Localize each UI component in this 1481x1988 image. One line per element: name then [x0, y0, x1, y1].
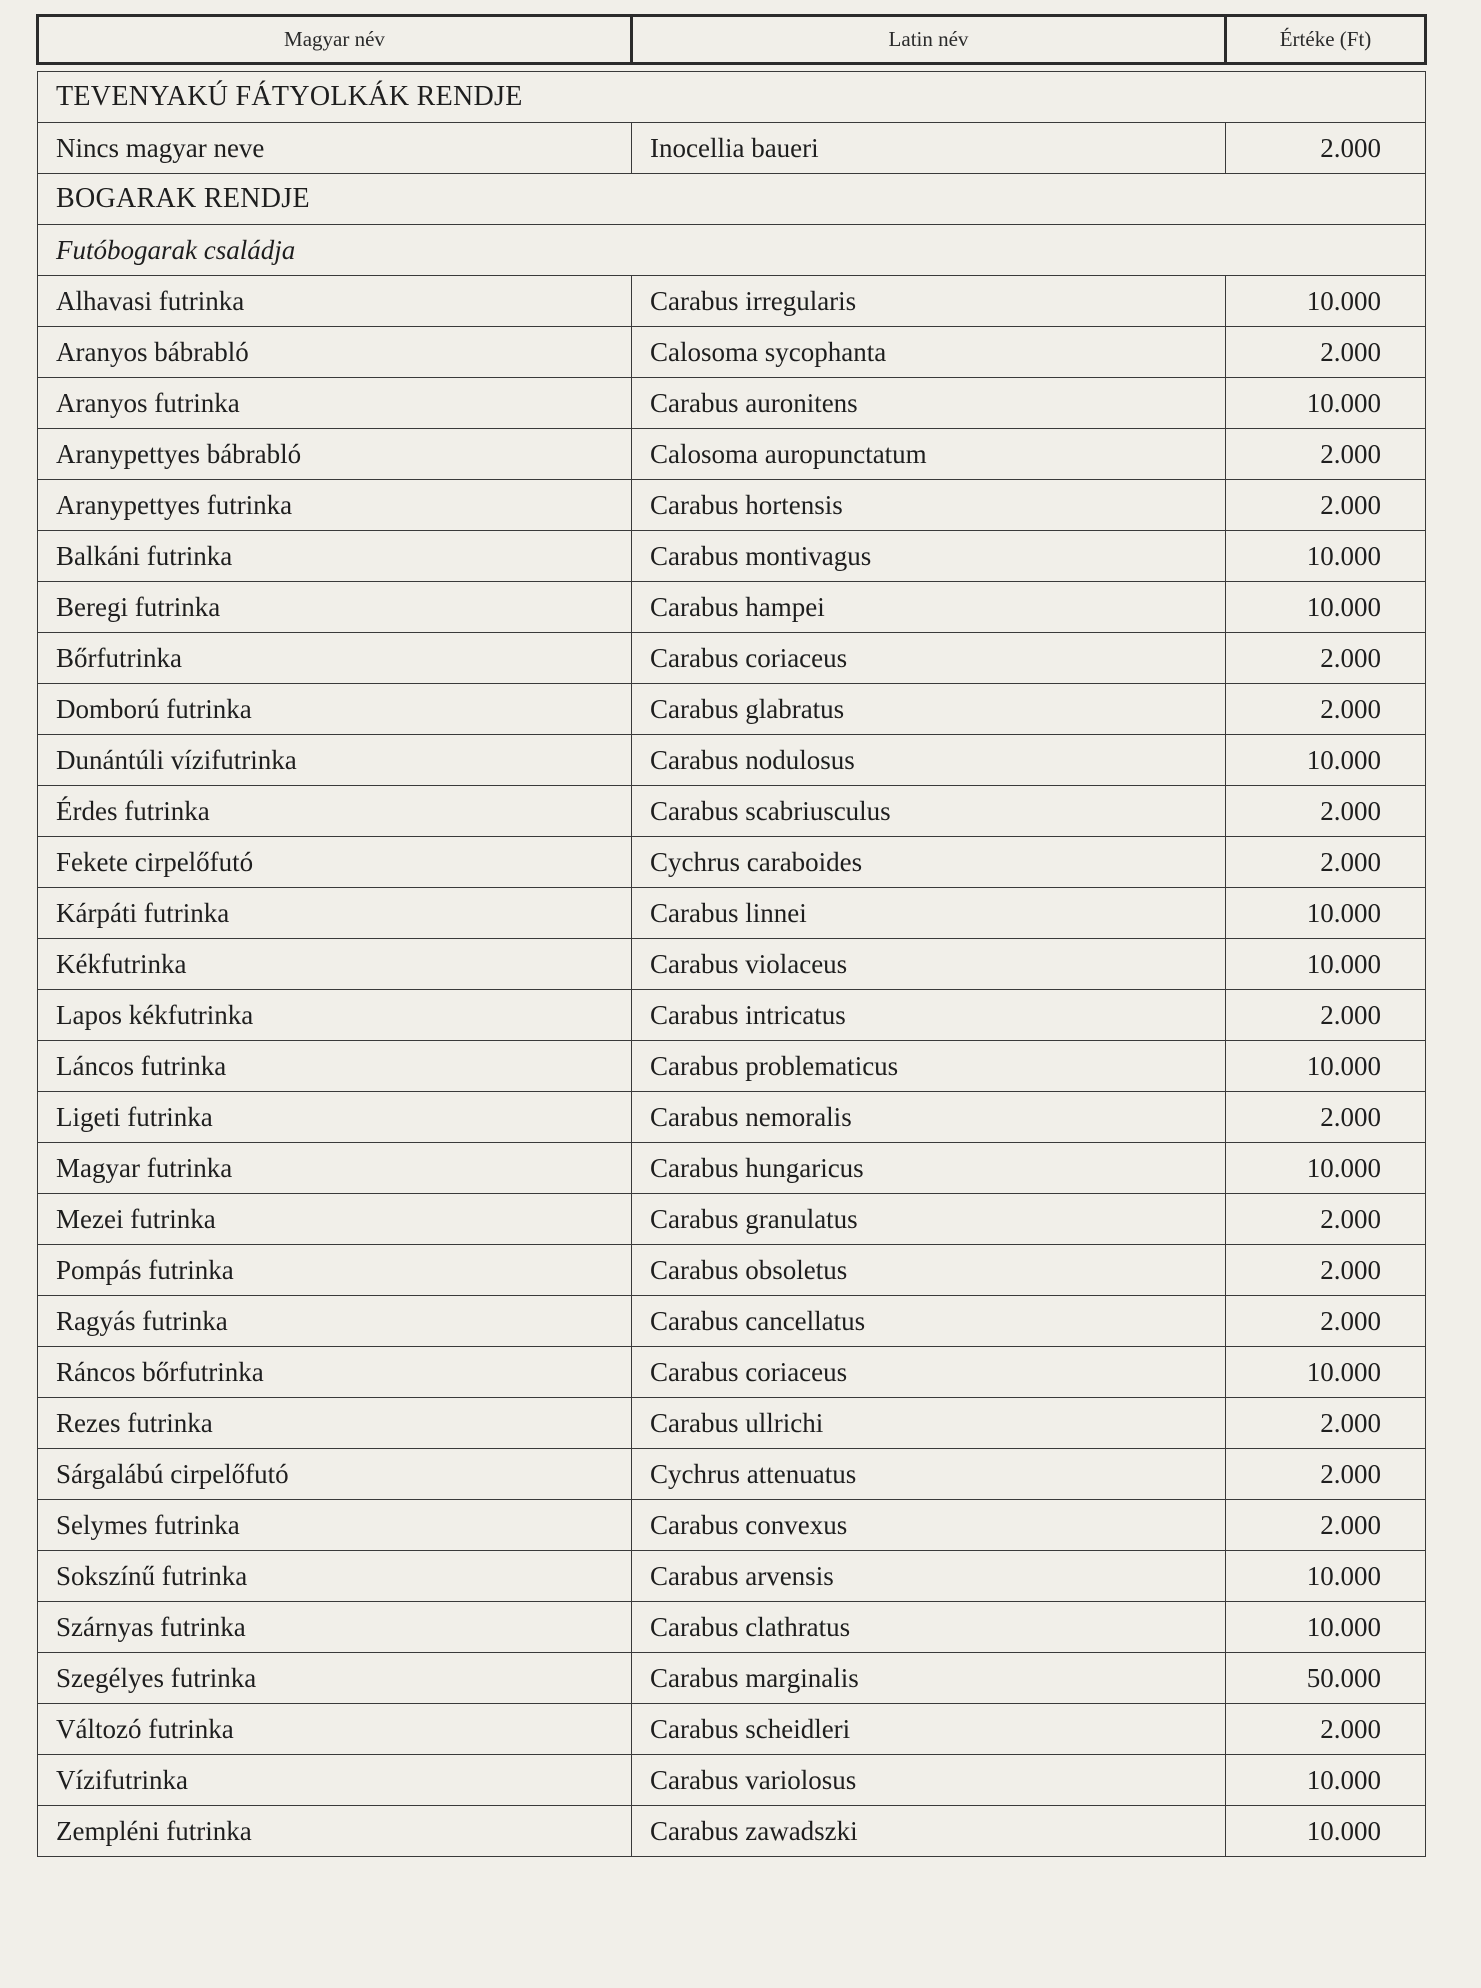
hungarian-name-cell: Lapos kékfutrinka — [38, 990, 632, 1041]
table-row — [38, 1296, 1426, 1347]
table-row — [38, 1092, 1426, 1143]
latin-name-cell: Carabus marginalis — [632, 1653, 1226, 1704]
section-title: TEVENYAKÚ FÁTYOLKÁK RENDJE — [38, 72, 1426, 123]
hungarian-name-cell: Sokszínű futrinka — [38, 1551, 632, 1602]
latin-name-cell: Carabus zawadszki — [632, 1806, 1226, 1857]
table-header — [38, 16, 1426, 64]
latin-name-cell: Carabus nodulosus — [632, 735, 1226, 786]
value-cell: 2.000 — [1226, 327, 1426, 378]
hungarian-name-cell: Kékfutrinka — [38, 939, 632, 990]
table-row — [38, 1347, 1426, 1398]
table-row — [38, 582, 1426, 633]
species-value-table — [36, 14, 1427, 1857]
latin-name-cell: Calosoma sycophanta — [632, 327, 1226, 378]
table-row — [38, 837, 1426, 888]
hungarian-name-cell: Nincs magyar neve — [38, 123, 632, 174]
hungarian-name-cell: Aranypettyes futrinka — [38, 480, 632, 531]
hungarian-name-cell: Ráncos bőrfutrinka — [38, 1347, 632, 1398]
table-row — [38, 939, 1426, 990]
latin-name-cell: Carabus montivagus — [632, 531, 1226, 582]
value-cell: 2.000 — [1226, 837, 1426, 888]
value-cell: 10.000 — [1226, 1806, 1426, 1857]
value-cell: 2.000 — [1226, 1245, 1426, 1296]
family-row — [38, 225, 1426, 276]
hungarian-name-cell: Domború futrinka — [38, 684, 632, 735]
latin-name-cell: Carabus intricatus — [632, 990, 1226, 1041]
table-body — [38, 64, 1426, 1857]
table-row — [38, 633, 1426, 684]
latin-name-cell: Carabus convexus — [632, 1500, 1226, 1551]
latin-name-cell: Carabus variolosus — [632, 1755, 1226, 1806]
table-row — [38, 786, 1426, 837]
hungarian-name-cell: Kárpáti futrinka — [38, 888, 632, 939]
value-cell: 10.000 — [1226, 1602, 1426, 1653]
hungarian-name-cell: Aranyos bábrabló — [38, 327, 632, 378]
latin-name-cell: Cychrus caraboides — [632, 837, 1226, 888]
value-cell: 50.000 — [1226, 1653, 1426, 1704]
table-row — [38, 1449, 1426, 1500]
table-row — [38, 1806, 1426, 1857]
table-row — [38, 378, 1426, 429]
table-row — [38, 531, 1426, 582]
value-cell: 2.000 — [1226, 1449, 1426, 1500]
hungarian-name-cell: Dunántúli vízifutrinka — [38, 735, 632, 786]
hungarian-name-cell: Balkáni futrinka — [38, 531, 632, 582]
hungarian-name-cell: Ragyás futrinka — [38, 1296, 632, 1347]
latin-name-cell: Carabus coriaceus — [632, 1347, 1226, 1398]
section-row — [38, 72, 1426, 123]
header-value: Értéke (Ft) — [1226, 16, 1426, 64]
table-row — [38, 429, 1426, 480]
value-cell: 10.000 — [1226, 1143, 1426, 1194]
table-row — [38, 888, 1426, 939]
value-cell: 10.000 — [1226, 1755, 1426, 1806]
hungarian-name-cell: Pompás futrinka — [38, 1245, 632, 1296]
hungarian-name-cell: Érdes futrinka — [38, 786, 632, 837]
table-row — [38, 1245, 1426, 1296]
latin-name-cell: Carabus cancellatus — [632, 1296, 1226, 1347]
value-cell: 2.000 — [1226, 480, 1426, 531]
table-row — [38, 1041, 1426, 1092]
table-row — [38, 1704, 1426, 1755]
header-latin-name: Latin név — [632, 16, 1226, 64]
latin-name-cell: Inocellia baueri — [632, 123, 1226, 174]
section-title: BOGARAK RENDJE — [38, 174, 1426, 225]
table-row — [38, 1194, 1426, 1245]
hungarian-name-cell: Mezei futrinka — [38, 1194, 632, 1245]
table-row — [38, 990, 1426, 1041]
hungarian-name-cell: Bőrfutrinka — [38, 633, 632, 684]
hungarian-name-cell: Zempléni futrinka — [38, 1806, 632, 1857]
latin-name-cell: Carabus hortensis — [632, 480, 1226, 531]
hungarian-name-cell: Beregi futrinka — [38, 582, 632, 633]
value-cell: 10.000 — [1226, 1551, 1426, 1602]
value-cell: 2.000 — [1226, 633, 1426, 684]
table-row — [38, 684, 1426, 735]
hungarian-name-cell: Magyar futrinka — [38, 1143, 632, 1194]
latin-name-cell: Carabus problematicus — [632, 1041, 1226, 1092]
table-row — [38, 123, 1426, 174]
latin-name-cell: Carabus arvensis — [632, 1551, 1226, 1602]
hungarian-name-cell: Sárgalábú cirpelőfutó — [38, 1449, 632, 1500]
value-cell: 2.000 — [1226, 786, 1426, 837]
hungarian-name-cell: Alhavasi futrinka — [38, 276, 632, 327]
latin-name-cell: Carabus obsoletus — [632, 1245, 1226, 1296]
hungarian-name-cell: Fekete cirpelőfutó — [38, 837, 632, 888]
table-row — [38, 1602, 1426, 1653]
hungarian-name-cell: Aranyos futrinka — [38, 378, 632, 429]
species-value-table-page — [36, 14, 1424, 1857]
latin-name-cell: Carabus linnei — [632, 888, 1226, 939]
hungarian-name-cell: Aranypettyes bábrabló — [38, 429, 632, 480]
latin-name-cell: Carabus scheidleri — [632, 1704, 1226, 1755]
table-row — [38, 276, 1426, 327]
value-cell: 2.000 — [1226, 1296, 1426, 1347]
latin-name-cell: Cychrus attenuatus — [632, 1449, 1226, 1500]
value-cell: 10.000 — [1226, 1041, 1426, 1092]
latin-name-cell: Carabus granulatus — [632, 1194, 1226, 1245]
latin-name-cell: Carabus irregularis — [632, 276, 1226, 327]
latin-name-cell: Carabus clathratus — [632, 1602, 1226, 1653]
hungarian-name-cell: Ligeti futrinka — [38, 1092, 632, 1143]
latin-name-cell: Carabus coriaceus — [632, 633, 1226, 684]
latin-name-cell: Calosoma auropunctatum — [632, 429, 1226, 480]
value-cell: 10.000 — [1226, 1347, 1426, 1398]
table-row — [38, 480, 1426, 531]
table-row — [38, 1398, 1426, 1449]
hungarian-name-cell: Rezes futrinka — [38, 1398, 632, 1449]
hungarian-name-cell: Selymes futrinka — [38, 1500, 632, 1551]
hungarian-name-cell: Változó futrinka — [38, 1704, 632, 1755]
latin-name-cell: Carabus hampei — [632, 582, 1226, 633]
value-cell: 10.000 — [1226, 582, 1426, 633]
value-cell: 2.000 — [1226, 1500, 1426, 1551]
latin-name-cell: Carabus nemoralis — [632, 1092, 1226, 1143]
latin-name-cell: Carabus hungaricus — [632, 1143, 1226, 1194]
section-row — [38, 174, 1426, 225]
value-cell: 2.000 — [1226, 990, 1426, 1041]
value-cell: 2.000 — [1226, 429, 1426, 480]
hungarian-name-cell: Szegélyes futrinka — [38, 1653, 632, 1704]
value-cell: 2.000 — [1226, 684, 1426, 735]
value-cell: 2.000 — [1226, 1704, 1426, 1755]
latin-name-cell: Carabus auronitens — [632, 378, 1226, 429]
value-cell: 10.000 — [1226, 735, 1426, 786]
latin-name-cell: Carabus violaceus — [632, 939, 1226, 990]
table-row — [38, 735, 1426, 786]
value-cell: 10.000 — [1226, 531, 1426, 582]
table-row — [38, 1143, 1426, 1194]
hungarian-name-cell: Láncos futrinka — [38, 1041, 632, 1092]
value-cell: 2.000 — [1226, 1398, 1426, 1449]
value-cell: 2.000 — [1226, 1092, 1426, 1143]
value-cell: 10.000 — [1226, 276, 1426, 327]
table-row — [38, 1653, 1426, 1704]
value-cell: 10.000 — [1226, 939, 1426, 990]
family-title: Futóbogarak családja — [38, 225, 1426, 276]
latin-name-cell: Carabus scabriusculus — [632, 786, 1226, 837]
table-row — [38, 327, 1426, 378]
header-hungarian-name: Magyar név — [38, 16, 632, 64]
hungarian-name-cell: Vízifutrinka — [38, 1755, 632, 1806]
value-cell: 2.000 — [1226, 1194, 1426, 1245]
table-row — [38, 1755, 1426, 1806]
latin-name-cell: Carabus ullrichi — [632, 1398, 1226, 1449]
table-row — [38, 1500, 1426, 1551]
value-cell: 10.000 — [1226, 378, 1426, 429]
hungarian-name-cell: Szárnyas futrinka — [38, 1602, 632, 1653]
value-cell: 2.000 — [1226, 123, 1426, 174]
latin-name-cell: Carabus glabratus — [632, 684, 1226, 735]
value-cell: 10.000 — [1226, 888, 1426, 939]
table-row — [38, 1551, 1426, 1602]
